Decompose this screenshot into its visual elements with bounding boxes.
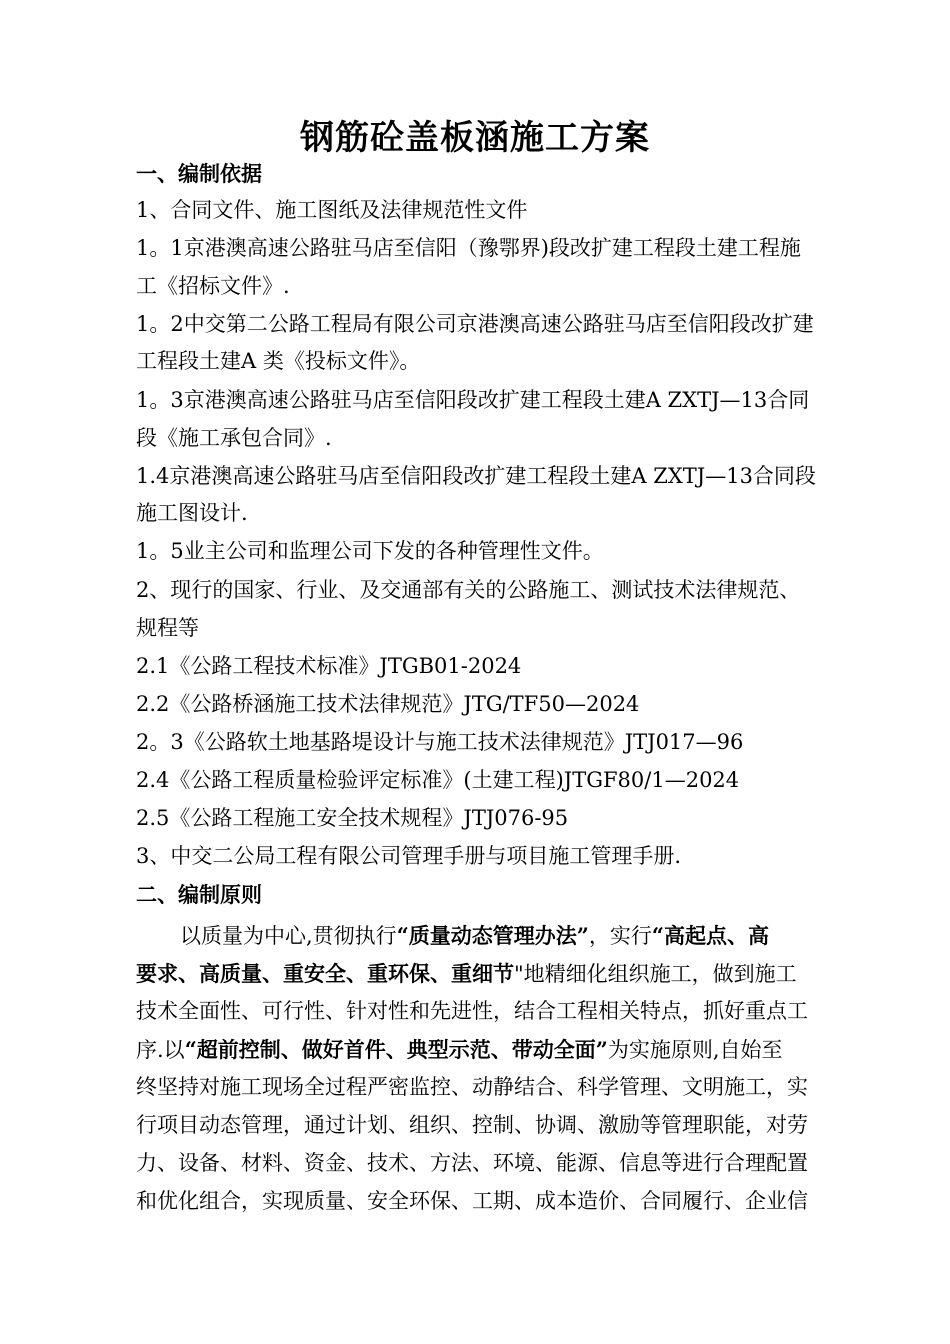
emphasis-text: “高起点、高: [651, 923, 769, 948]
section-heading-basis: 一、编制依据: [136, 161, 262, 186]
section-heading-principles: 二、编制原则: [136, 882, 262, 907]
text-line: 工《招标文件》.: [136, 274, 290, 298]
text-line: 3、中交二公局工程有限公司管理手册与项目施工管理手册.: [136, 844, 682, 868]
paragraph-line: 终坚持对施工现场全过程严密监控、动静结合、科学管理、文明施工，实: [136, 1075, 808, 1099]
text-line: 1。2中交第二公路工程局有限公司京港澳高速公路驻马店至信阳段改扩建: [136, 312, 814, 336]
document-title: 钢筋砼盖板涵施工方案: [300, 118, 650, 158]
text-run: 以质量为中心,贯彻执行: [180, 924, 397, 948]
text-run: "地精细化组织施工，做到施工: [514, 962, 797, 986]
emphasis-text: “超前控制、做好首件、典型示范、带动全面”: [184, 1037, 608, 1062]
text-line: 1.4京港澳高速公路驻马店至信阳段改扩建工程段土建A ZXTJ—13合同段: [136, 464, 816, 488]
text-line: 1、合同文件、施工图纸及法律规范性文件: [136, 198, 528, 222]
text-line: 1。1京港澳高速公路驻马店至信阳（豫鄂界)段改扩建工程段土建工程施: [136, 236, 801, 260]
text-run: ，实行: [588, 924, 652, 948]
paragraph-line: 力、设备、材料、资金、技术、方法、环境、能源、信息等进行合理配置: [136, 1151, 808, 1175]
text-line: 1。3京港澳高速公路驻马店至信阳段改扩建工程段土建A ZXTJ—13合同: [136, 388, 810, 412]
text-line: 2.5《公路工程施工安全技术规程》JTJ076-95: [136, 806, 569, 830]
paragraph-line: [180, 917, 856, 954]
emphasis-text: “质量动态管理办法”: [396, 923, 589, 948]
paragraph-line: [136, 955, 856, 992]
text-run: 序.以: [136, 1038, 185, 1062]
text-line: 规程等: [136, 616, 199, 640]
text-line: 2.4《公路工程质量检验评定标准》(土建工程)JTGF80/1—2024: [136, 768, 740, 792]
paragraph-line: 技术全面性、可行性、针对性和先进性，结合工程相关特点，抓好重点工: [136, 999, 808, 1023]
text-line: 段《施工承包合同》.: [136, 426, 332, 450]
text-line: 工程段土建A 类《投标文件》。: [136, 349, 421, 373]
text-line: 2.1《公路工程技术标准》JTGB01-2024: [136, 654, 522, 678]
text-line: 施工图设计.: [136, 501, 248, 525]
text-line: 2。3《公路软土地基路堤设计与施工技术法律规范》JTJ017—96: [136, 730, 744, 754]
paragraph-line: [136, 1031, 856, 1068]
text-line: 2、现行的国家、行业、及交通部有关的公路施工、测试技术法律规范、: [136, 578, 801, 602]
paragraph-line: 行项目动态管理，通过计划、组织、控制、协调、激励等管理职能，对劳: [136, 1113, 808, 1137]
text-line: 2.2《公路桥涵施工技术法律规范》JTG/TF50—2024: [136, 692, 640, 716]
text-line: 1。5业主公司和监理公司下发的各种管理性文件。: [136, 539, 604, 563]
text-run: 为实施原则,自始至: [607, 1038, 783, 1062]
emphasis-text: 要求、高质量、重安全、重环保、重细节: [136, 961, 514, 986]
paragraph-line: 和优化组合，实现质量、安全环保、工期、成本造价、合同履行、企业信: [136, 1189, 808, 1213]
